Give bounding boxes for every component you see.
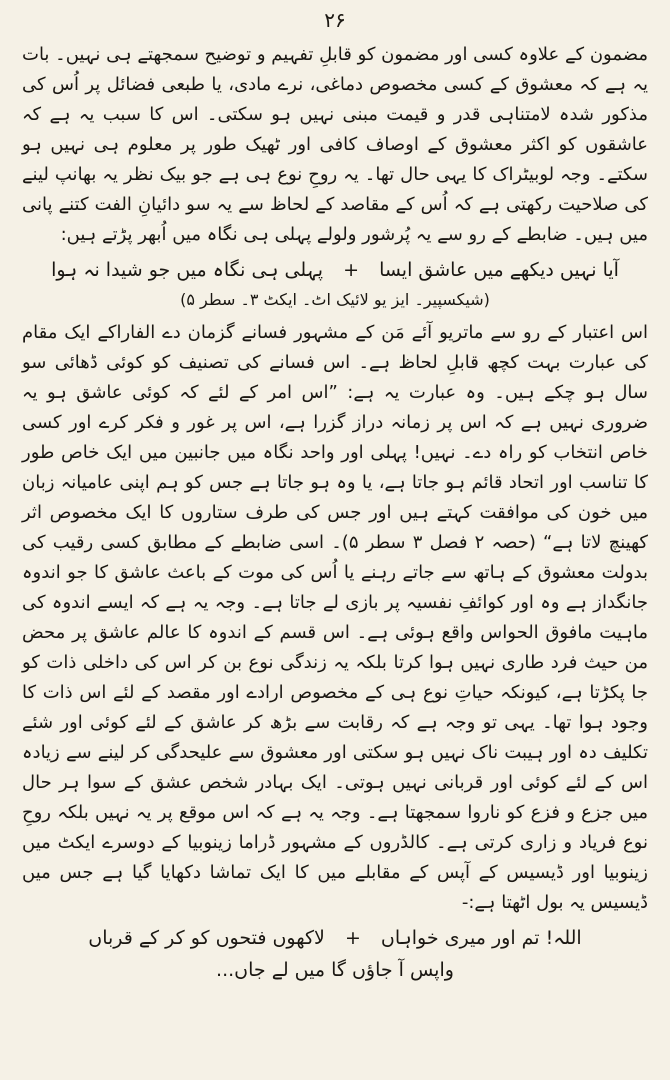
verse-couplet-2 [22,922,648,954]
verse-2-right-hemistich: اللہ! تم اور میری خواہاں [380,927,582,949]
verse-separator-mark: + [343,259,360,281]
paragraph-2: اس اعتبار کے رو سے ماتریو آئے مَن کے مشہور فسانے گزمان دے الفاراکے ایک مقام کی عبارت بہت کچھ قابلِ لحاظ ہے۔ اس فسانے کی تصنیف کو کوئی ڈھائی سو سال ہو چکے ہیں۔ وہ عبارت یہ ہے: ”اس امر کے لئے کہ کوئی عاشق ہو یہ ضروری نہیں ہے کہ اس پر زمانہ دراز گزرا ہے، اس پر غور و فکر کرے اور کسی خاص انتخاب کو راہ دے۔ نہیں! پہلی اور واحد نگاہ میں جانبین میں ایک خاص طور کا تناسب اور اتحاد قائم ہو جاتا ہے، یا وہ ہو جاتا ہے جس کو ہم اپنی عامیانہ زبان میں خون کی موافقت کہتے ہیں اور جس کی طرف ستاروں کا ایک مخصوص اثر کھینچ لاتا ہے“ (حصہ ۲ فصل ۳ سطر ۵)۔ اسی ضابطے کے مطابق کسی رقیب کی بدولت معشوق کے ہاتھ سے جاتے رہنے یا اُس کی موت کے باعث عاشق کا جو اندوہ جانگداز ہے وہ اور کوائفِ نفسیہ پر بازی لے جاتا ہے۔ وجہ یہ ہے کہ ایسے اندوہ کی ماہیت مافوق الحواس واقع ہوئی ہے۔ اس قسم کے اندوہ کا عالم عاشق پر محض من حیث فرد طاری نہیں ہوا کرتا بلکہ یہ زندگی نوع بن کر اس کی داخلی ذات کو جا پکڑتا ہے، کیونکہ حیاتِ نوع ہی کے مخصوص ارادے اور مقصد کے لئے اس ذات کا وجود ہوا تھا۔ یہی تو وجہ ہے کہ رقابت سے بڑھ کر عاشق کے لئے کوئی اور شئے تکلیف دہ اور ہیبت ناک نہیں ہو سکتی اور معشوق سے علیحدگی کر لینے سے زیادہ اس کے لئے کوئی اور قربانی نہیں ہوتی۔ ایک بہادر شخص عشق کے سوا ہر حال میں جزع و فزع کو ناروا سمجھتا ہے۔ وجہ یہ ہے کہ اس موقع پر یہ نہیں بلکہ روحِ نوع فریاد و زاری کرتی ہے۔ کالڈروں کے مشہور ڈراما زینوبیا کے دوسرے ایکٹ میں زینوبیا اور ڈیسیس کے آپس کے مقابلے میں کا ایک تماشا دکھایا گیا ہے جس میں ڈیسیس یہ بول اٹھتا ہے:- [22,322,648,913]
shakespeare-citation: (شیکسپیر۔ ایز یو لائیک اٹ۔ ایکٹ ۳۔ سطر ۵) [180,290,490,309]
verse-1-right-hemistich: آیا نہیں دیکھے میں عاشق ایسا [379,259,619,281]
verse-couplet-1 [22,254,648,286]
verse-2-left-hemistich: لاکھوں فتحوں کو کر کے قرباں [88,927,325,949]
verse-1-left-hemistich: پہلی ہی نگاہ میں جو شیدا نہ ہوا [51,259,324,281]
verse-line-3: واپس آ جاؤں گا میں لے جاں... [216,959,454,981]
page-number: ۲۶ [324,8,346,32]
verse-separator-mark: + [344,927,361,949]
paragraph-1: مضمون کے علاوہ کسی اور مضمون کو قابلِ تفہیم و توضیح سمجھتے ہی نہیں۔ بات یہ ہے کہ معشوق کے کسی مخصوص دماغی، نرے مادی، یا طبعی فضائل پر اُس کی مذکور شدہ لامتناہی قدر و قیمت مبنی نہیں ہو سکتی۔ اس کا سبب یہ ہے کہ عاشقوں کو اکثر معشوق کے اوصاف کافی اور ٹھیک طور پر معلوم ہی نہیں ہو سکتے۔ وجہ لوبیٹراک کا یہی حال تھا۔ یہ روحِ نوع ہی ہے جو بیک نظر یہ بھانپ لینے کی صلاحیت رکھتی ہے کہ اُس کے مقاصد کے لحاظ سے یہ سو دائیانِ الفت کتنے پانی میں ہیں۔ ضابطے کے رو سے یہ پُرشور ولولے پہلی ہی نگاہ میں اُبھر پڑتے ہیں: [22,44,648,245]
